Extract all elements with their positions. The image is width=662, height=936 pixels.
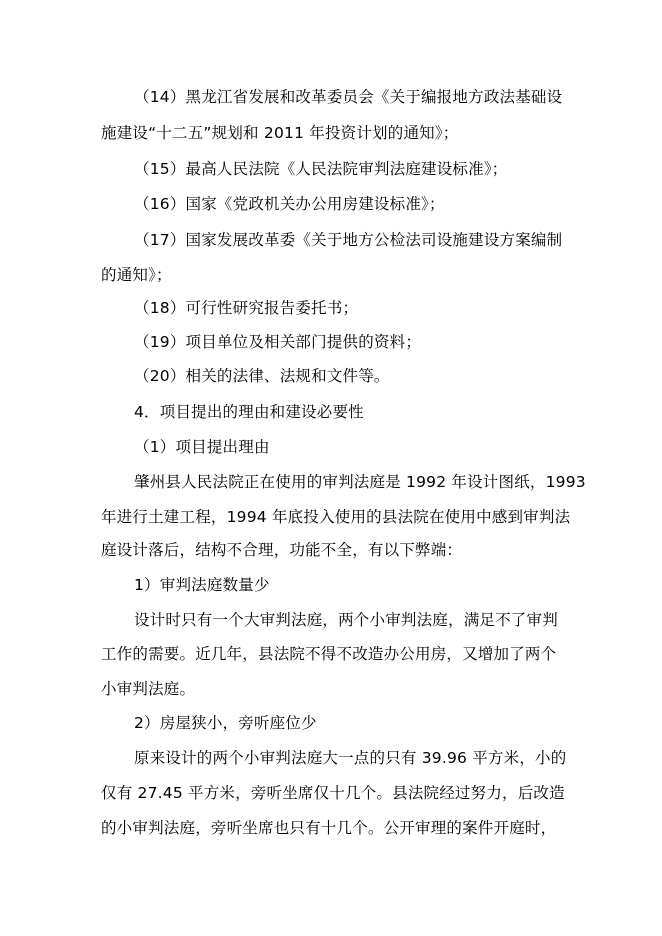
paragraph-line: 设计时只有一个大审判法庭，两个小审判法庭，满足不了审判 xyxy=(134,611,558,629)
text-line-item-16: （16）国家《党政机关办公用房建设标准》； xyxy=(134,195,445,213)
text-line-item-14-cont: 施建设“十二五”规划和 2011 年投资计划的通知》； xyxy=(101,124,459,142)
paragraph-line: 工作的需要。近几年，县法院不得不改造办公用房，又增加了两个 xyxy=(101,645,557,663)
paragraph-line: 肇州县人民法院正在使用的审判法庭是 1992 年设计图纸，1993 xyxy=(134,473,586,491)
paragraph-line: 原来设计的两个小审判法庭大一点的只有 39.96 平方米，小的 xyxy=(134,749,567,767)
text-line-item-17: （17）国家发展改革委《关于地方公检法司设施建设方案编制 xyxy=(134,231,563,249)
paragraph-line: 庭设计落后，结构不合理，功能不全，有以下弊端： xyxy=(101,541,463,559)
list-heading-2: 2）房屋狭小，旁听座位少 xyxy=(134,714,317,732)
text-line-item-20: （20）相关的法律、法规和文件等。 xyxy=(134,367,390,385)
paragraph-line: 小审判法庭。 xyxy=(101,680,196,698)
paragraph-line: 仅有 27.45 平方米，旁听坐席仅十几个。县法院经过努力，后改造 xyxy=(101,784,565,802)
text-line-item-15: （15）最高人民法院《人民法院审判法庭建设标准》； xyxy=(134,160,508,178)
paragraph-line: 的小审判法庭，旁听坐席也只有十几个。公开审理的案件开庭时， xyxy=(101,819,557,837)
text-line-item-17-cont: 的通知》； xyxy=(101,266,172,284)
subsection-heading: （1）项目提出理由 xyxy=(134,438,270,456)
text-line-item-19: （19）项目单位及相关部门提供的资料； xyxy=(134,333,422,351)
list-heading-1: 1）审判法庭数量少 xyxy=(134,576,270,594)
text-line-item-18: （18）可行性研究报告委托书； xyxy=(134,299,359,317)
paragraph-line: 年进行土建工程，1994 年底投入使用的县法院在使用中感到审判法 xyxy=(101,508,571,526)
text-line-item-14: （14）黑龙江省发展和改革委员会《关于编报地方政法基础设 xyxy=(134,88,563,106)
section-heading: 4．项目提出的理由和建设必要性 xyxy=(134,403,364,421)
